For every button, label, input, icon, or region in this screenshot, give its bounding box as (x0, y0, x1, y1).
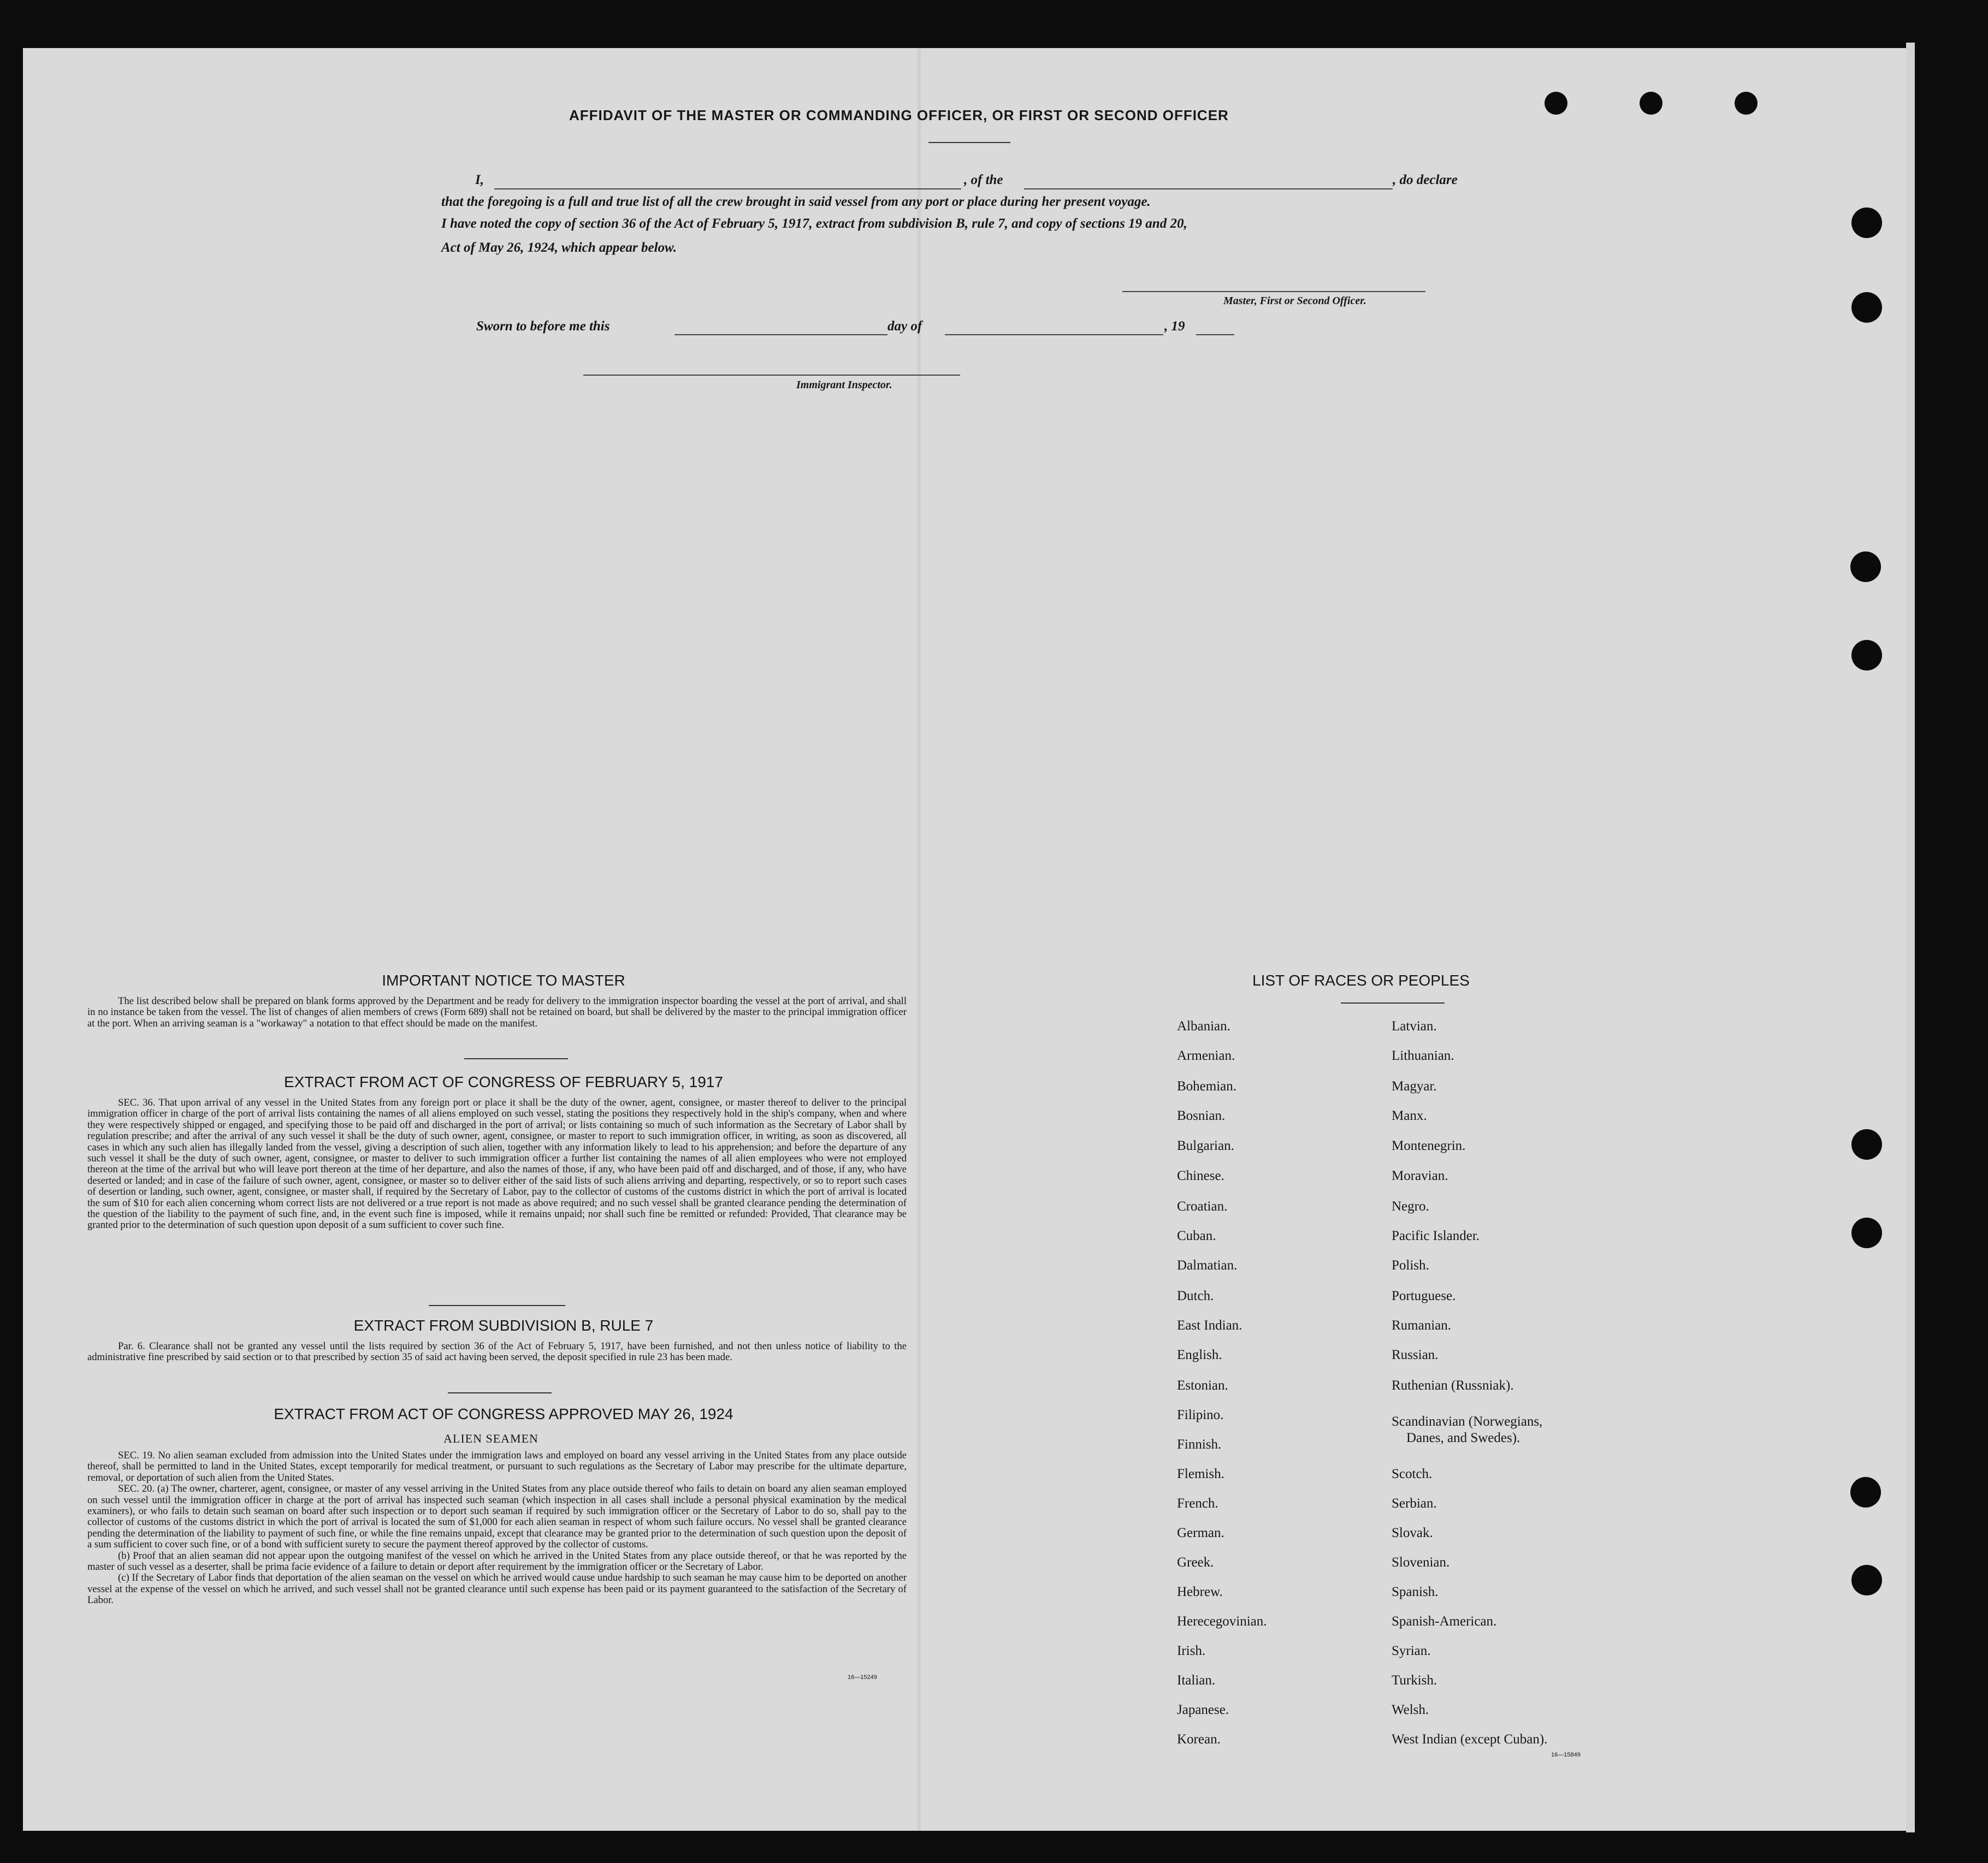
affidavit-i: I, (475, 173, 484, 187)
races-rule (1341, 1002, 1445, 1004)
race-item: Scotch. (1392, 1467, 1433, 1481)
punch-hole (1851, 292, 1882, 323)
race-item: Slovak. (1392, 1526, 1433, 1540)
sec19-text: SEC. 19. No alien seaman excluded from admission into the United States under the immigration laws and employed on board any vessel arriving in the United States from any place outside thereof, shall be permitted to land in the United States, except temporarily for medical treatment, or pursuant to such regulations as the Secretary of Labor may prescribe for the ultimate departure, removal, or deportation of such alien from the United States. (87, 1450, 907, 1484)
race-item: Manx. (1392, 1108, 1427, 1123)
alien-seamen-subheading: ALIEN SEAMEN (443, 1432, 539, 1445)
master-caption: Master, First or Second Officer. (1223, 295, 1366, 307)
extract-1924-heading: EXTRACT FROM ACT OF CONGRESS APPROVED MAY 26, 1924 (274, 1405, 733, 1422)
punch-hole (1640, 92, 1662, 115)
races-heading: LIST OF RACES OR PEOPLES (1252, 972, 1470, 989)
race-item: Negro. (1392, 1199, 1429, 1214)
race-item: Pacific Islander. (1392, 1229, 1480, 1243)
race-item: Estonian. (1177, 1378, 1228, 1393)
punch-hole (1545, 92, 1567, 115)
race-item: Cuban. (1177, 1229, 1216, 1243)
inspector-caption: Immigrant Inspector. (796, 379, 892, 391)
sec20a-text: SEC. 20. (a) The owner, charterer, agent, consignee, or master of any vessel arriving in the United States from any place outside thereof who fails to detain on board any alien seaman employed on such vessel until the immigration officer in charge at the port of arrival has inspected such seaman (which inspection in all cases shall include a personal physical examination by the medical examiners), or who fails to detain such seaman on board after such inspection or to deport such seaman if required by such immigration officer or the Secretary of Labor to do so, shall pay to the collector of customs of the customs district in which the port of arrival is located the sum of $1,000 for each alien seaman in respect of whom such failure occurs. No vessel shall be granted clearance pending the determination of the liability to payment of such fine, or while the fine remains unpaid, except that clearance may be granted prior to the determination of such question upon the deposit of a sum sufficient to cover such fine, or of a bond with sufficient surety to secure the payment thereof approved by the collector of customs. (87, 1483, 907, 1551)
race-item: Chinese. (1177, 1168, 1224, 1183)
race-item: Bohemian. (1177, 1079, 1237, 1094)
race-item: Albanian. (1177, 1019, 1230, 1034)
extract-1924-body (87, 1450, 907, 1606)
race-item: Dalmatian. (1177, 1258, 1238, 1273)
race-item: Flemish. (1177, 1467, 1224, 1481)
race-item: English. (1177, 1348, 1222, 1362)
sworn-day-blank[interactable] (674, 334, 887, 335)
race-item: Turkish. (1392, 1673, 1437, 1688)
race-item: East Indian. (1177, 1318, 1242, 1333)
affidavit-title: AFFIDAVIT OF THE MASTER OR COMMANDING OFFICER, OR FIRST OR SECOND OFFICER (569, 107, 1229, 123)
extract-1917-heading: EXTRACT FROM ACT OF CONGRESS OF FEBRUARY 5, 1917 (284, 1073, 723, 1090)
name-blank[interactable] (494, 188, 961, 189)
race-item: Spanish-American. (1392, 1614, 1497, 1629)
affidavit-of-the: , of the (964, 173, 1003, 187)
race-item: Greek. (1177, 1555, 1214, 1570)
race-item: Syrian. (1392, 1644, 1431, 1658)
form-number-right: 16—15849 (1551, 1752, 1581, 1758)
race-item: Hebrew. (1177, 1585, 1223, 1599)
affidavit-line4: Act of May 26, 1924, which appear below. (441, 240, 677, 255)
notice-body: The list described below shall be prepared on blank forms approved by the Department and be ready for delivery to the immigration inspector boarding the vessel at the port of arrival, and shall in no instance be taken from the vessel. The list of changes of alien members of crews (Form 689) shall not be retained on board, but shall be delivered by the master to the principal immigration officer at the port. When an arriving seaman is a "workaway" a notation to that effect should be made on the manifest. (87, 995, 907, 1029)
race-item: Portuguese. (1392, 1289, 1456, 1303)
sheet-edge (1906, 43, 1915, 1832)
race-item: Irish. (1177, 1644, 1206, 1658)
punch-hole (1851, 1565, 1882, 1595)
race-item: Magyar. (1392, 1079, 1437, 1094)
master-signature-line[interactable] (1122, 291, 1425, 292)
punch-hole (1850, 1477, 1881, 1508)
race-item: Filipino. (1177, 1408, 1224, 1422)
race-item: Croatian. (1177, 1199, 1228, 1214)
race-item: Spanish. (1392, 1585, 1439, 1599)
sec20c-text: (c) If the Secretary of Labor finds that deportation of the alien seaman on the vessel on which he arrived would cause undue hardship to such seaman he may cause him to be deported on another vessel at the expense of the vessel on which he arrived, and such vessel shall not be granted clearance until such expense has been paid or its payment guaranteed to the satisfaction of the Secretary of Labor. (87, 1572, 907, 1606)
race-item: Welsh. (1392, 1702, 1429, 1717)
race-item: Slovenian. (1392, 1555, 1450, 1570)
race-item: Serbian. (1392, 1496, 1437, 1511)
race-item: Armenian. (1177, 1048, 1235, 1063)
day-of-text: day of (887, 319, 922, 334)
month-blank[interactable] (945, 334, 1163, 335)
affidavit-line2: that the foregoing is a full and true list of all the crew brought in said vessel from any port or place during her present voyage. (441, 194, 1151, 209)
year-blank[interactable] (1196, 334, 1234, 335)
race-item: Lithuanian. (1392, 1048, 1454, 1063)
affidavit-do-declare: , do declare (1393, 173, 1458, 187)
sec20b-text: (b) Proof that an alien seaman did not appear upon the outgoing manifest of the vessel on which he arrived in the United States from any place outside thereof, or that he was reported by the master of such vessel as a deserter, shall be prima facie evidence of a failure to detain or deport after requirement by the immigration officer or the Secretary of Labor. (87, 1550, 907, 1573)
punch-hole (1851, 1129, 1882, 1160)
vessel-blank[interactable] (1024, 188, 1393, 189)
punch-hole (1851, 640, 1882, 671)
section-rule (448, 1392, 552, 1393)
race-item: Latvian. (1392, 1019, 1437, 1034)
race-item: Finnish. (1177, 1437, 1222, 1452)
race-item: German. (1177, 1526, 1224, 1540)
punch-hole (1851, 207, 1882, 238)
race-item: Italian. (1177, 1673, 1216, 1688)
race-item: Danes, and Swedes). (1406, 1431, 1520, 1445)
inspector-signature-line[interactable] (583, 375, 960, 376)
race-item: Japanese. (1177, 1702, 1229, 1717)
title-rule (928, 142, 1010, 143)
race-item: Bosnian. (1177, 1108, 1226, 1123)
punch-hole (1735, 92, 1758, 115)
year-text: , 19 (1164, 319, 1185, 334)
race-item: Moravian. (1392, 1168, 1448, 1183)
race-item: Scandinavian (Norwegians, (1392, 1414, 1543, 1429)
race-item: Russian. (1392, 1348, 1439, 1362)
extract-1917-body: SEC. 36. That upon arrival of any vessel in the United States from any foreign port or place it shall be the duty of the owner, agent, consignee, or master thereof to deliver to the principal immigration officer in charge of the port of arrival lists containing the names of all aliens employed on such vessel, stating the positions they respectively hold in the ship's company, when and where they were respectively shipped or engaged, and specifying those to be paid off and discharged in the port of arrival; or lists containing so much of such information as the Secretary of Labor shall by regulation prescribe; and after the arrival of any such vessel it shall be the duty of such owner, agent, consignee, or master to report to such immigration officer, in writing, as soon as discovered, all cases in which any such alien has illegally landed from the vessel, giving a description of such alien, together with any information likely to lead to his apprehension; and before the departure of any such vessel it shall be the duty of such owner, agent, consignee, or master to deliver to such immigration officer a further list containing the names of all alien employees who were not employed thereon at the time of the arrival but who will leave port thereon at the time of her departure, and also the names of those, if any, who have been paid off and discharged, and of those, if any, who have deserted or landed; and in case of the failure of such owner, agent, consignee, or master so to deliver either of the said lists of such aliens arriving and departing, respectively, or so to report such cases of desertion or landing, such owner, agent, consignee, or master shall, if required by the Secretary of Labor, pay to the collector of customs of the customs district in which the port of arrival is located the sum of $10 for each alien concerning whom correct lists are not delivered or a true report is not made as above required; and no such vessel shall be granted clearance pending the determination of the question of the liability to the payment of such fine, and, in the event such fine is imposed, while it remains unpaid; nor shall such fine be remitted or refunded: Provided, That clearance may be granted prior to the determination of such question upon deposit of a sum sufficient to cover such fine. (87, 1097, 907, 1231)
section-rule (429, 1305, 565, 1306)
race-item: Montenegrin. (1392, 1138, 1466, 1153)
race-item: French. (1177, 1496, 1218, 1511)
race-item: Dutch. (1177, 1289, 1214, 1303)
punch-hole (1851, 1218, 1882, 1248)
race-item: Rumanian. (1392, 1318, 1452, 1333)
affidavit-line3: I have noted the copy of section 36 of the Act of February 5, 1917, extract from subdivision B, rule 7, and copy of sections 19 and 20, (441, 216, 1187, 231)
section-rule (464, 1058, 568, 1059)
center-fold (918, 48, 921, 1831)
notice-heading: IMPORTANT NOTICE TO MASTER (382, 972, 625, 989)
race-item: Herecegovinian. (1177, 1614, 1267, 1629)
race-item: Polish. (1392, 1258, 1429, 1273)
punch-hole (1850, 551, 1881, 582)
form-number-left: 16—15249 (848, 1674, 877, 1681)
rule7-body: Par. 6. Clearance shall not be granted any vessel until the lists required by section 36 of the Act of February 5, 1917, have been furnished, and not then unless notice of liability to the administrative fine prescribed by said section or to that prescribed by section 35 of said act having been served, the deposit specified in rule 23 has been made. (87, 1340, 907, 1363)
race-item: Bulgarian. (1177, 1138, 1234, 1153)
race-item: Korean. (1177, 1732, 1221, 1747)
rule7-heading: EXTRACT FROM SUBDIVISION B, RULE 7 (353, 1317, 654, 1334)
sworn-text: Sworn to before me this (476, 319, 610, 334)
race-item: West Indian (except Cuban). (1392, 1732, 1548, 1747)
race-item: Ruthenian (Russniak). (1392, 1378, 1514, 1393)
